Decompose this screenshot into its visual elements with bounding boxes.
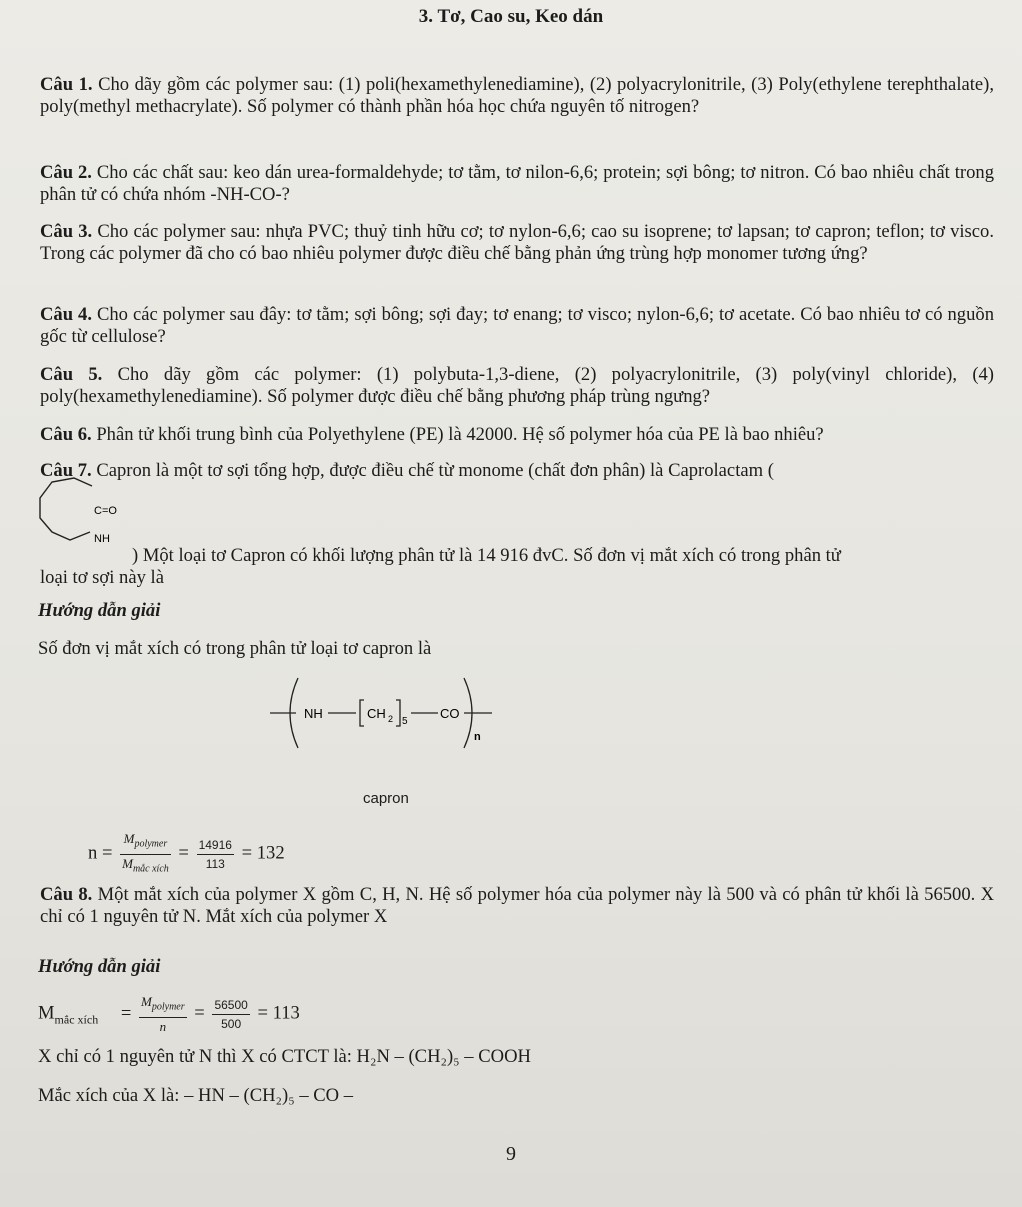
question-4	[40, 304, 994, 348]
solution-8-ctct: X chỉ có 1 nguyên tử N thì X có CTCT là: H₂N – (CH₂)₅ – COOH	[38, 1046, 531, 1067]
question-6-text: Phân tử khối trung bình của Polyethylene (PE) là 42000. Hệ số polymer hóa của PE là bao nhiêu?	[96, 424, 824, 445]
formula-co: CO	[440, 706, 460, 721]
question-7-ending: loại tơ sợi này là	[40, 567, 164, 588]
question-4-label: Câu 4.	[40, 304, 92, 325]
question-6	[40, 424, 994, 446]
question-5-label: Câu 5.	[40, 364, 103, 385]
formula-n: n	[474, 731, 481, 743]
question-5-text: Cho dãy gồm các polymer: (1) polybuta-1,3-diene, (2) polyacrylonitrile, (3) poly(vinyl chloride), (4) poly(hexamethylenediamine). Số polymer được điều chế bằng phương pháp trùng ngưng?	[40, 364, 994, 407]
capron-structure	[268, 670, 538, 750]
m-num-value: 56500	[212, 997, 249, 1015]
m-den-value: 500	[221, 1016, 242, 1031]
question-1-text: Cho dãy gồm các polymer sau: (1) poli(hexamethylenediamine), (2) polyacrylonitrile, (3) Poly(ethylene terephthalate), poly(methyl methacrylate). Số polymer có thành phần hóa học chứa nguyên tố nitrogen?	[40, 74, 994, 117]
n-den-subscript: mắc xích	[132, 863, 169, 875]
question-7	[40, 460, 994, 482]
n-num-value: 14916	[197, 837, 234, 855]
formula-nh: NH	[304, 706, 323, 721]
formula-ch: CH	[367, 706, 386, 721]
solution-7-intro: Số đơn vị mắt xích có trong phân tử loại tơ capron là	[38, 638, 432, 659]
n-den-value: 113	[205, 856, 225, 871]
question-4-text: Cho các polymer sau đây: tơ tằm; sợi bông; sợi đay; tơ enang; tơ visco; nylon-6,6; tơ acetate. Có bao nhiêu tơ có nguồn gốc từ cellulose?	[40, 304, 994, 347]
question-7-text: Capron là một tơ sợi tổng hợp, được điều chế từ monome (chất đơn phân) là Caprolactam (	[96, 460, 774, 481]
formula-sub-5: 5	[402, 716, 408, 727]
question-2-label: Câu 2.	[40, 162, 92, 183]
m-lhs-subscript: mắc xích	[54, 1012, 99, 1027]
solution-7-heading: Hướng dẫn giải	[38, 600, 161, 621]
question-6-label: Câu 6.	[40, 424, 92, 445]
caprolactam-ring	[36, 474, 136, 550]
question-1	[40, 74, 994, 118]
question-8-text: Một mắt xích của polymer X gồm C, H, N. Hệ số polymer hóa của polymer này là 500 và có phân tử khối là 56500. X chỉ có 1 nguyên tử N. Mắt xích của polymer X	[40, 884, 994, 927]
m-num-symbol: M	[141, 994, 152, 1009]
m-den-symbol: n	[159, 1018, 167, 1034]
n-den-symbol: M	[122, 855, 133, 871]
question-3-text: Cho các polymer sau: nhựa PVC; thuỷ tinh hữu cơ; tơ nylon-6,6; cao su isoprene; tơ lapsan; tơ capron; teflon; tơ visco. Trong các polymer đã cho có bao nhiêu polymer được điều chế bằng phản ứng trùng hợp monomer tương ứng?	[40, 221, 994, 264]
question-8-label: Câu 8.	[40, 884, 93, 905]
ring-nh-label: NH	[94, 533, 110, 545]
ring-co-label: C=O	[94, 505, 117, 517]
question-8	[40, 884, 994, 928]
capron-caption: capron	[363, 790, 409, 807]
question-2	[40, 162, 994, 206]
question-5	[40, 364, 994, 408]
m-formula: $M_{mắc xích}$ = $\frac{M_{polymer}}{n}$ = $\frac{56500}{500}$ = 113	[38, 994, 300, 1034]
section-title: 3. Tơ, Cao su, Keo dán	[418, 6, 604, 27]
question-2-text: Cho các chất sau: keo dán urea-formaldehyde; tơ tằm, tơ nilon-6,6; protein; sợi bông; tơ nitron. Có bao nhiêu chất trong phân tử có chứa nhóm -NH-CO-?	[40, 162, 994, 205]
n-formula: n = $\frac{M_{polymer}}{M_{mắc xích}}$ = $\frac{14916}{113}$ = 132	[88, 831, 285, 875]
page-number: 9	[506, 1143, 516, 1165]
question-1-label: Câu 1.	[40, 74, 93, 95]
n-lhs: n =	[88, 842, 113, 864]
question-7-label: Câu 7.	[40, 460, 92, 481]
question-3	[40, 221, 994, 265]
question-7-continued: ) Một loại tơ Capron có khối lượng phân tử là 14 916 đvC. Số đơn vị mắt xích có trong phân tử	[132, 545, 841, 566]
n-result: = 132	[241, 842, 285, 864]
question-3-label: Câu 3.	[40, 221, 93, 242]
m-lhs: M	[38, 1002, 55, 1024]
n-num-subscript: polymer	[134, 838, 168, 850]
solution-8-repeat-unit: Mắc xích của X là: – HN – (CH₂)₅ – CO –	[38, 1085, 354, 1106]
formula-sub-2: 2	[388, 714, 394, 724]
m-result: = 113	[257, 1002, 300, 1024]
solution-8-heading: Hướng dẫn giải	[38, 956, 161, 977]
m-num-subscript: polymer	[151, 1001, 185, 1013]
n-num-symbol: M	[123, 831, 135, 846]
